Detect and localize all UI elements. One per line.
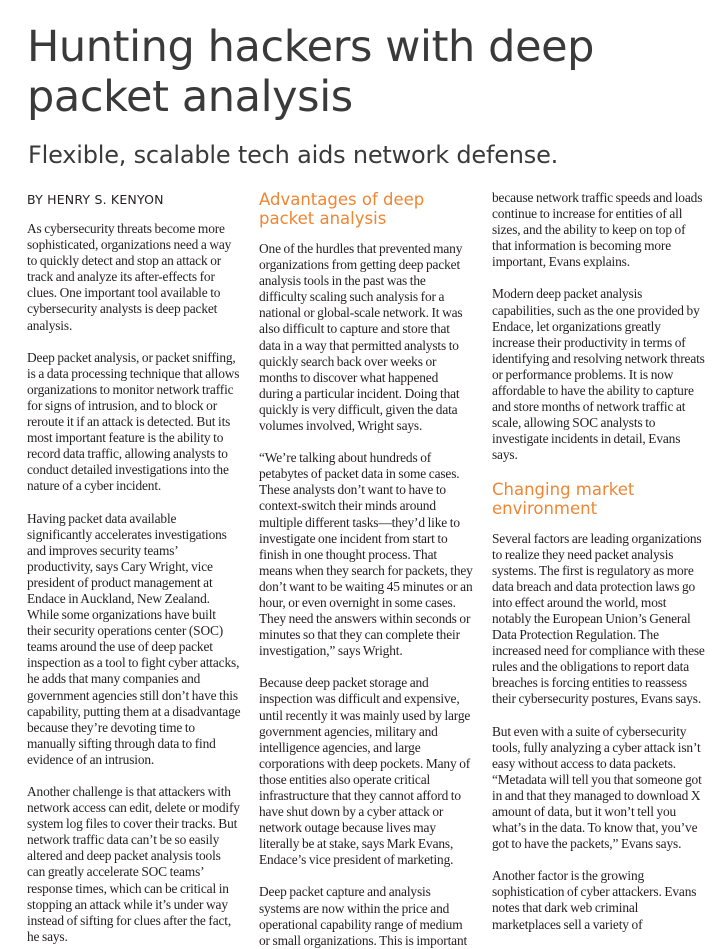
paragraph: As cybersecurity threats become more sophisticated, organizations need a way to quickly detect and stop an attack or track and analyze its after-effects for clues. One important tool available to cybersecurity analysts is deep packet analysis. — [27, 221, 232, 333]
article-title: Hunting hackers with deep packet analysis — [27, 22, 595, 122]
paragraph: Modern deep packet analysis capabilities, such as the one provided by Endace, let organizations greatly increase their productivity in terms of identifying and resolving network threats or performance problems. It is now affordable to have the ability to capture and store months of network traffic at scale, allowing SOC analysts to investigate incidents in detail, Evans says. — [492, 286, 705, 463]
paragraph: “We’re talking about hundreds of petabytes of packet data in some cases. These analysts don’t want to have to context-switch their minds around multiple different tasks—they’d like to investigate one incident from start to finish in one thought process. That means when they search for packets, they don’t want to be waiting 45 minutes or an hour, or even overnight in some cases. They need the answers within seconds or minutes so that they can complete their investigation,” says Wright. — [259, 450, 473, 659]
paragraph: Several factors are leading organizations to realize they need packet analysis systems. The first is regulatory as more data breach and data protection laws go into effect around the world, most notably the European Union’s General Data Protection Regulation. The increased need for compliance with these rules and the obligations to report data breaches is forcing entities to reassess their cybersecurity postures, Evans says. — [492, 530, 705, 707]
paragraph: Having packet data available significantly accelerates investigations and improves security teams’ productivity, says Cary Wright, vice president of product management at Endace in Auckland, New Zealand. While some organizations have built their security operations center (SOC) teams around the use of deep packet inspection as a tool to fight cyber attacks, he adds that many companies and government agencies still don’t have this capability, putting them at a disadvantage because they’re devoting time to manually sifting through data to find evidence of an intrusion. — [27, 510, 241, 767]
paragraph: Because deep packet storage and inspection was difficult and expensive, until recently it was mainly used by large government agencies, military and intelligence agencies, and large corporations with deep pockets. Many of those entities also operate critical infrastructure that they cannot afford to have shut down by a cyber attack or network outage because lives may literally be at stake, says Mark Evans, Endace’s vice president of marketing. — [259, 675, 471, 868]
section-heading: Advantages of deep packet analysis — [259, 190, 425, 228]
paragraph: because network traffic speeds and loads continue to increase for entities of all sizes, and the ability to keep on top of that information is becoming more important, Evans explains. — [492, 190, 703, 270]
column-1 — [27, 190, 241, 944]
paragraph: Deep packet analysis, or packet sniffing, is a data processing technique that allows organizations to monitor network traffic for signs of intrusion, and to block or reroute it if an attack is detected. But its most important feature is the ability to record data traffic, allowing analysts to conduct detailed investigations into the nature of a cyber incident. — [27, 349, 240, 494]
paragraph: Another challenge is that attackers with network access can edit, delete or modify system log files to cover their tracks. But network traffic data can’t be so easily altered and deep packet analysis tools can greatly accelerate SOC teams’ response times, which can be critical in stopping an attack while it’s under way instead of sifting for clues after the fact, he says. — [27, 784, 240, 944]
paragraph: Another factor is the growing sophistication of cyber attackers. Evans notes that dark web criminal marketplaces sell a variety of — [492, 868, 697, 932]
section-heading: Changing market environment — [492, 479, 635, 518]
article-subtitle: Flexible, scalable tech aids network defense. — [28, 141, 559, 169]
paragraph: Deep packet capture and analysis systems are now within the price and operational capability range of medium or small organizations. This is important — [259, 884, 468, 948]
column-2 — [259, 190, 473, 948]
paragraph: One of the hurdles that prevented many organizations from getting deep packet analysis tools in the past was the difficulty scaling such analysis for a national or global-scale network. It was also difficult to capture and store that data in a way that permitted analysts to quickly search back over weeks or months to discover what happened during a particular incident. Doing that quickly is very difficult, given the data volumes involved, Wright says. — [259, 241, 463, 434]
paragraph: But even with a suite of cybersecurity tools, fully analyzing a cyber attack isn’t easy without access to data packets. “Metadata will tell you that someone got in and that they managed to download X amount of data, but it won’t tell you what’s in the data. To know that, you’ve got to have the packets,” Evans says. — [492, 723, 702, 852]
column-3 — [492, 190, 706, 932]
byline: BY HENRY S. KENYON — [27, 192, 164, 207]
